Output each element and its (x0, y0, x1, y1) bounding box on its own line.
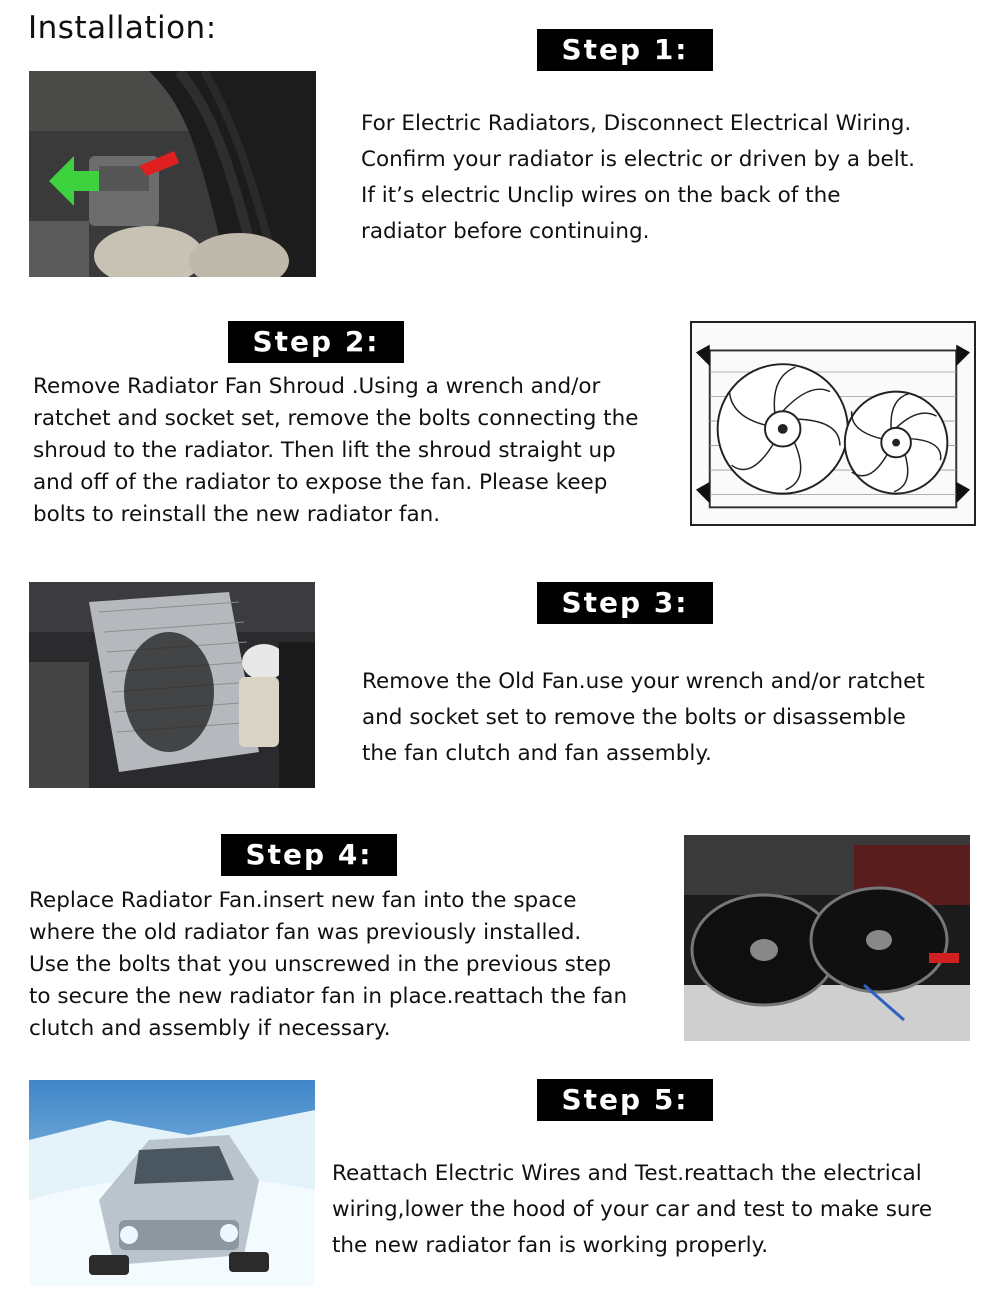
step-4-text: Replace Radiator Fan.insert new fan into the space where the old radiator fan was previously installed. Use the bolts that you unscrewed in the previous step to secure the new radiator fan in place.reattach the fan clutch and assembly if necessary. (29, 888, 628, 1041)
step-5-badge: Step 5: (537, 1079, 713, 1121)
step-3-text: Remove the Old Fan.use your wrench and/or ratchet and socket set to remove the bolts or disassemble the fan clutch and fan assembly. (362, 669, 925, 766)
page-title: Installation: (28, 10, 217, 46)
step-1-badge: Step 1: (537, 29, 713, 71)
step-1-text: For Electric Radiators, Disconnect Electrical Wiring. Confirm your radiator is electric or driven by a belt. If it’s electric Unclip wires on the back of the radiator before continuing. (361, 111, 916, 244)
step-5-car-image (29, 1080, 315, 1286)
step-1-wiring-image (29, 71, 316, 277)
step-5-text: Reattach Electric Wires and Test.reattach the electrical wiring,lower the hood of your car and test to make sure the new radiator fan is working properly. (332, 1161, 933, 1258)
step-4-fan-image (684, 835, 970, 1041)
step-3-engine-image (29, 582, 315, 788)
step-4-badge: Step 4: (221, 834, 397, 876)
step-3-badge: Step 3: (537, 582, 713, 624)
step-2-badge: Step 2: (228, 321, 404, 363)
step-2-text: Remove Radiator Fan Shroud .Using a wrench and/or ratchet and socket set, remove the bolts connecting the shroud to the radiator. Then lift the shroud straight up and off of the radiator to expose the fan. Please keep bolts to reinstall the new radiator fan. (33, 374, 639, 527)
step-2-fan-diagram (690, 321, 976, 526)
